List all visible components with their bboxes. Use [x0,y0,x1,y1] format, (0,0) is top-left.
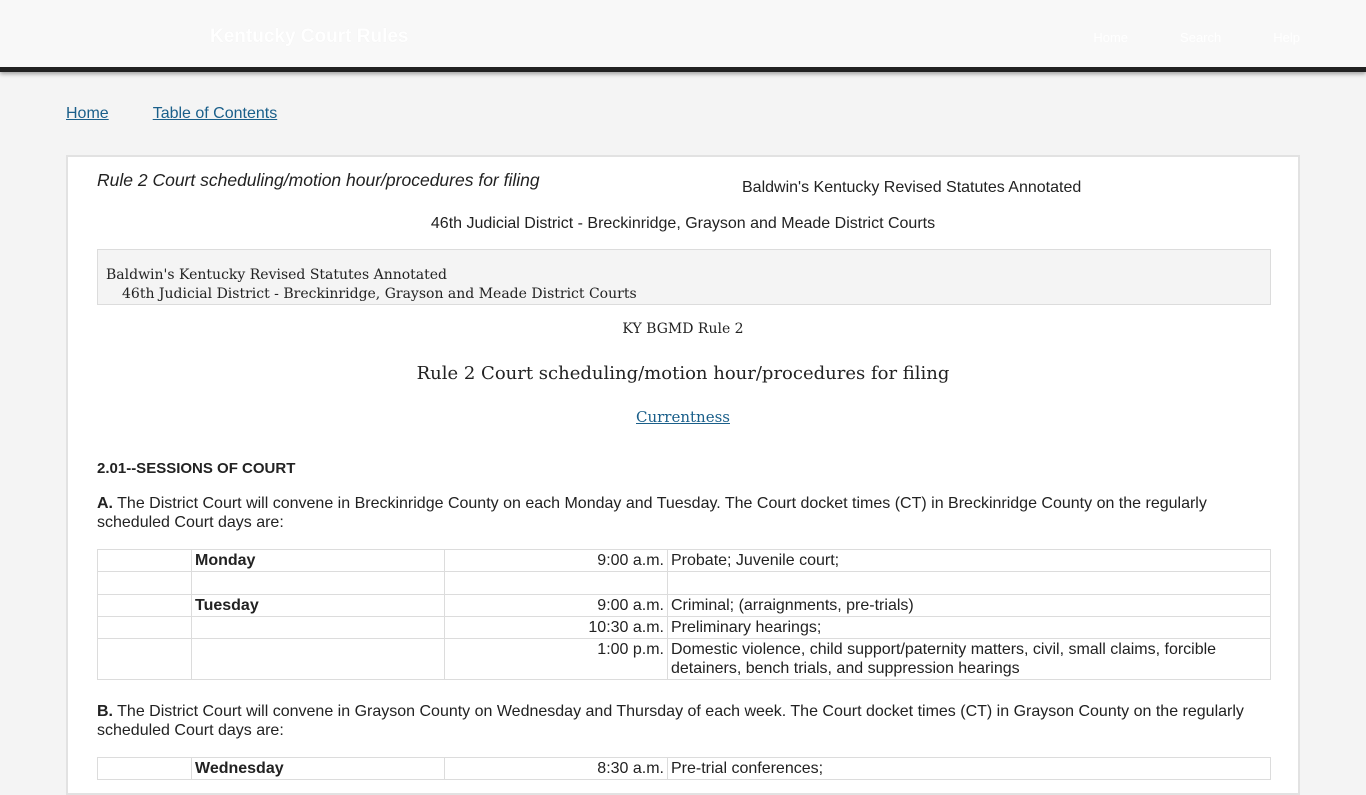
paragraph-b-text: The District Court will convene in Grayson County on Wednesday and Thursday of each week. The Court docket times (CT) in Grayson County on the regularly scheduled Court days are: [97,703,1244,739]
description-cell: Probate; Juvenile court; [668,550,1271,572]
day-cell [192,617,445,639]
publication-box-line1: Baldwin's Kentucky Revised Statutes Annotated [106,267,448,283]
day-cell [192,639,445,680]
day-cell: Monday [192,550,445,572]
rule-title: Rule 2 Court scheduling/motion hour/procedures for filing [97,170,540,190]
breadcrumb-toc-link[interactable]: Table of Contents [152,105,278,122]
time-cell [445,572,668,595]
nav-search[interactable]: Search [1180,30,1222,45]
publication-box-line2: 46th Judicial District - Breckinridge, Grayson and Meade District Courts [122,286,637,302]
description-cell: Criminal; (arraignments, pre-trials) [668,595,1271,617]
table-row [98,617,1271,639]
day-cell: Tuesday [192,595,445,617]
paragraph-a [97,494,1247,532]
paragraph-a-label: A. [97,495,113,512]
rule-citation: KY BGMD Rule 2 [622,321,744,337]
district-name: 46th Judicial District - Breckinridge, Grayson and Meade District Courts [430,215,936,232]
time-cell: 10:30 a.m. [445,617,668,639]
table-row [98,550,1271,572]
description-cell: Pre-trial conferences; [668,758,1271,780]
top-navbar [0,0,1366,72]
nav-home[interactable]: Home [1093,30,1129,45]
schedule-table-grayson [97,757,1271,780]
time-cell: 9:00 a.m. [445,550,668,572]
rule-heading: Rule 2 Court scheduling/motion hour/procedures for filing [416,363,950,384]
currentness-link[interactable]: Currentness [636,408,730,426]
section-heading: 2.01--SESSIONS OF COURT [97,460,296,477]
site-brand[interactable]: Kentucky Court Rules [210,26,409,47]
description-cell: Preliminary hearings; [668,617,1271,639]
time-cell: 9:00 a.m. [445,595,668,617]
currentness-container [68,408,1298,426]
day-cell: Wednesday [192,758,445,780]
time-cell: 1:00 p.m. [445,639,668,680]
publication-name: Baldwin's Kentucky Revised Statutes Annotated [742,179,1082,196]
paragraph-b [97,702,1247,740]
table-row [98,639,1271,680]
description-cell [668,572,1271,595]
nav-help[interactable]: Help [1273,30,1300,45]
table-row [98,572,1271,595]
document-card [66,155,1300,795]
top-nav [1093,30,1300,45]
paragraph-a-text: The District Court will convene in Breckinridge County on each Monday and Tuesday. The Court docket times (CT) in Breckinridge County on the regularly scheduled Court days are: [97,495,1207,531]
breadcrumb-home-link[interactable]: Home [66,105,109,122]
time-cell: 8:30 a.m. [445,758,668,780]
day-cell [192,572,445,595]
schedule-table-breckinridge [97,549,1271,680]
breadcrumb [66,105,277,123]
description-cell: Domestic violence, child support/paternity matters, civil, small claims, forcible detainers, bench trials, and suppression hearings [668,639,1271,680]
paragraph-b-label: B. [97,703,113,720]
publication-box [97,249,1271,305]
table-row [98,595,1271,617]
table-row [98,758,1271,780]
